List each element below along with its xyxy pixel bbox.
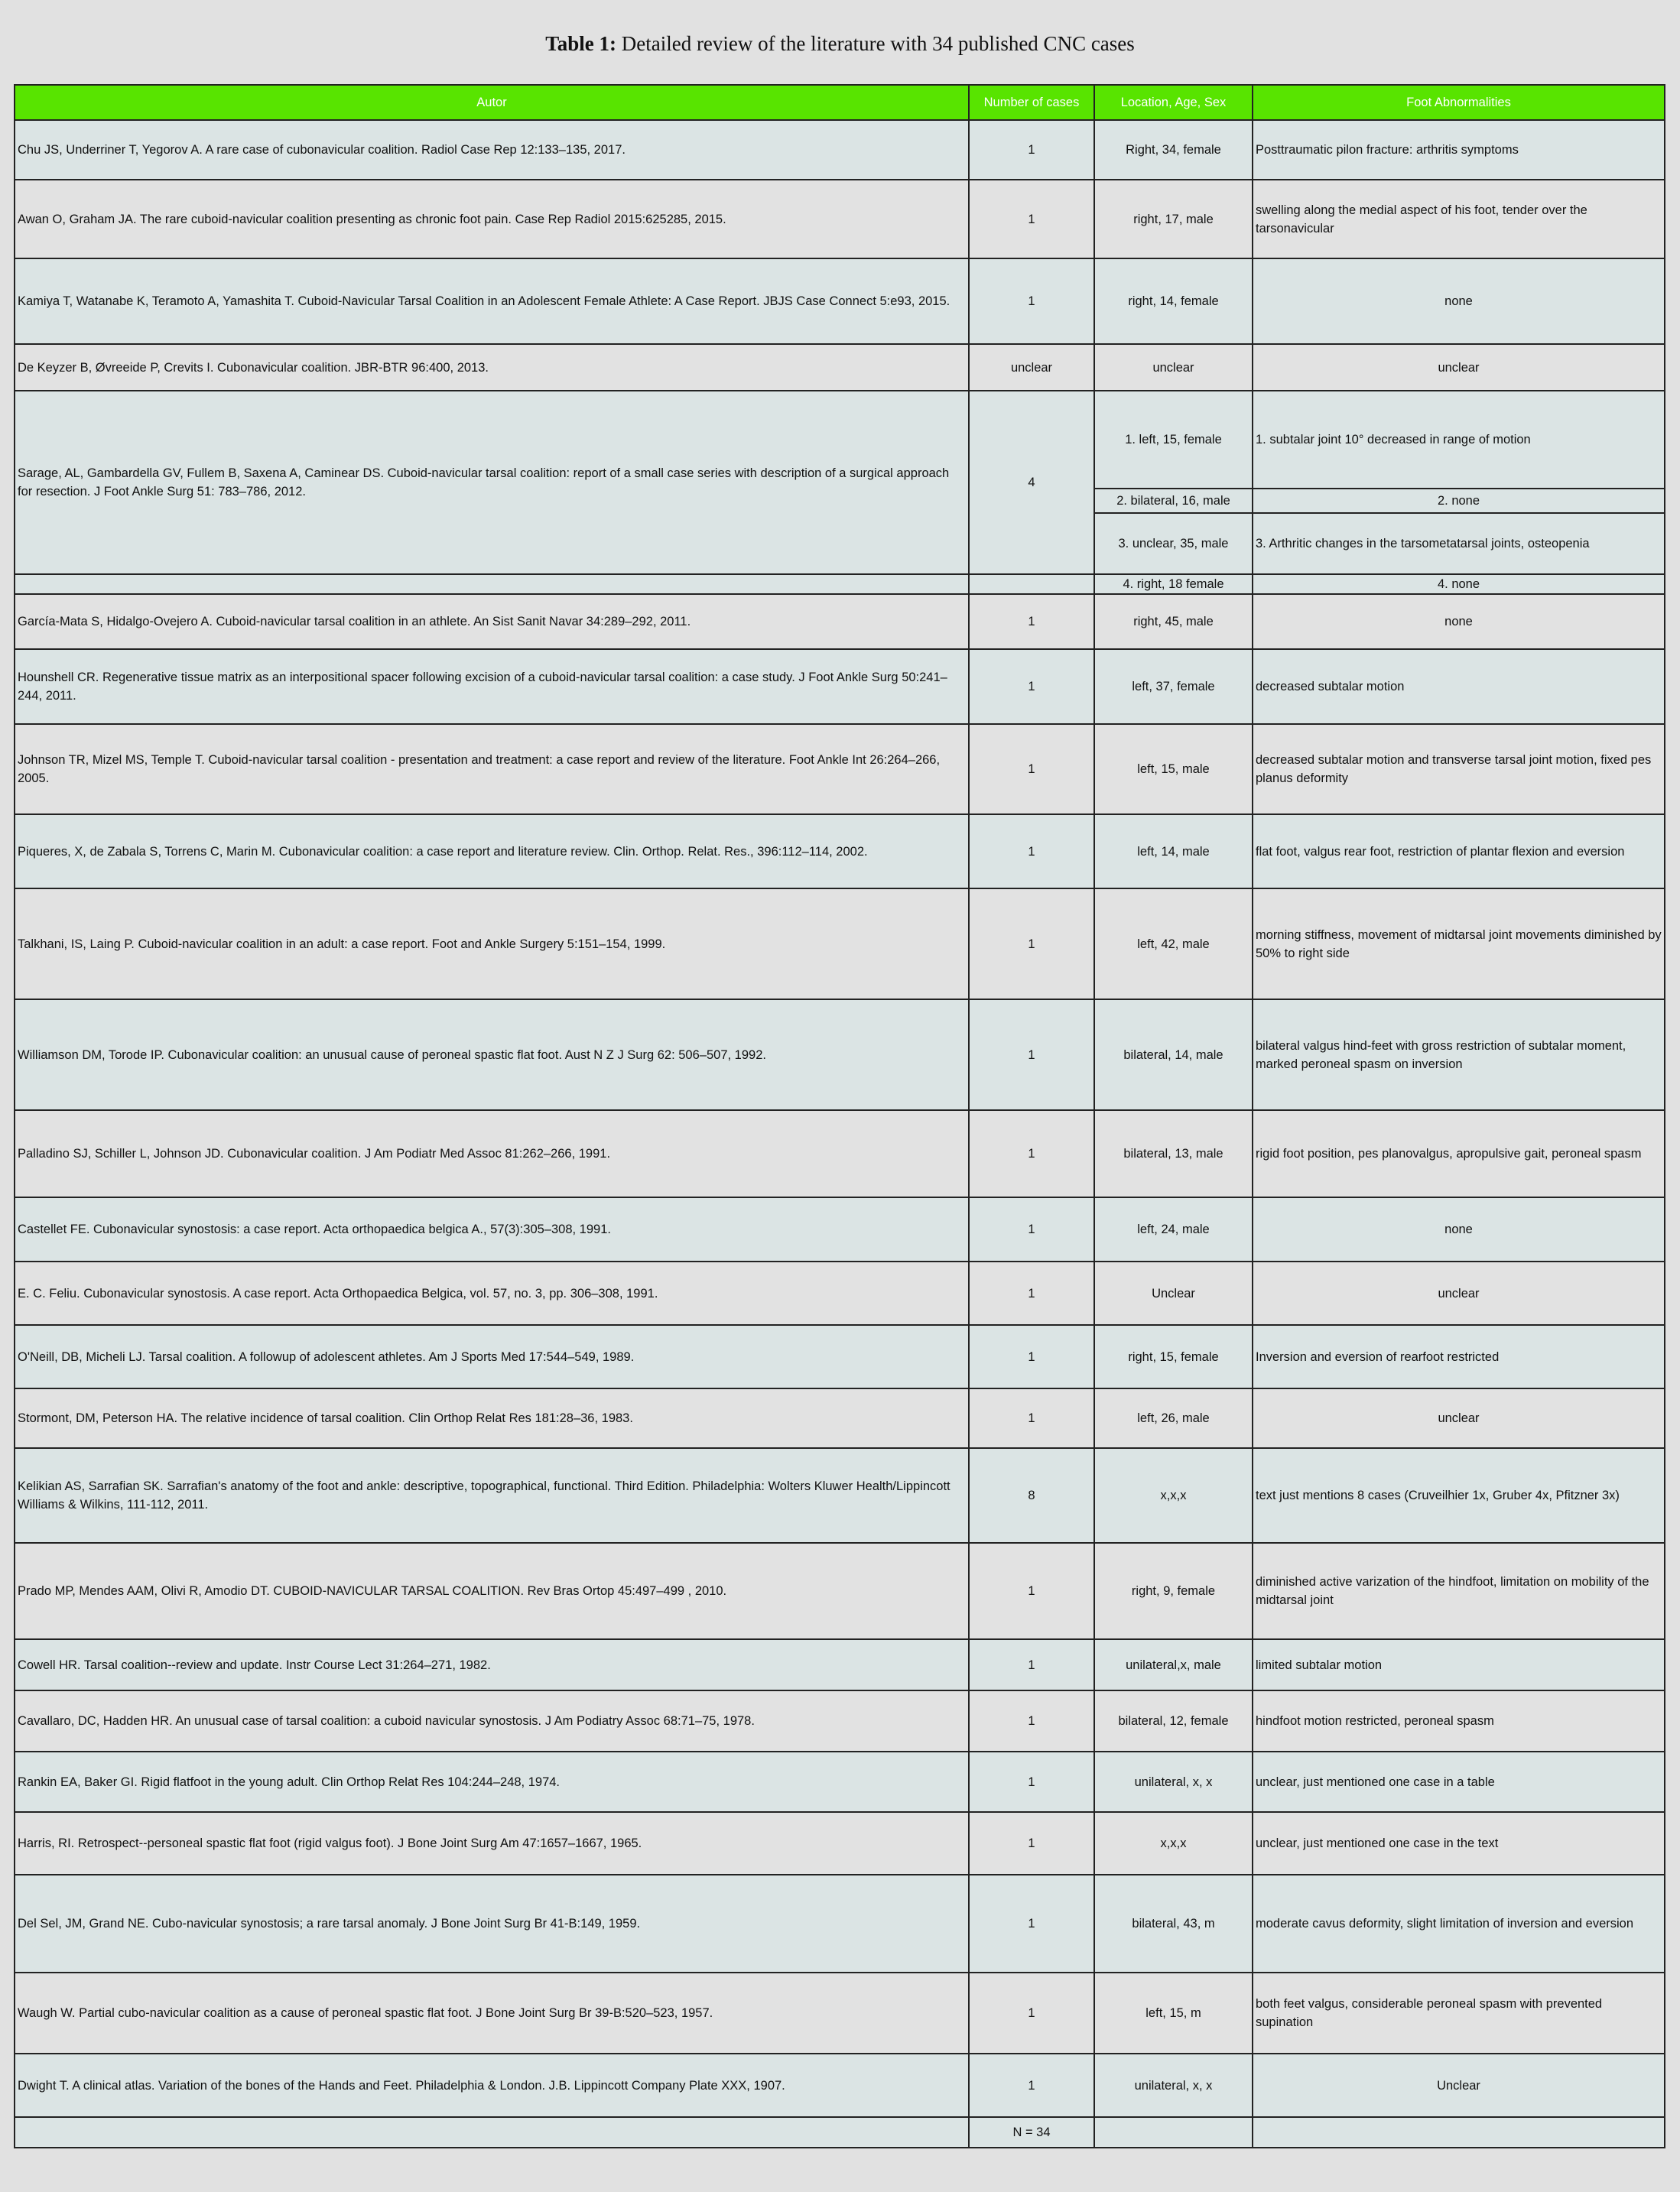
- location-cell: unilateral,x, male: [1094, 1639, 1253, 1690]
- cases-cell: 1: [969, 649, 1094, 724]
- location-cell: bilateral, 12, female: [1094, 1690, 1253, 1752]
- location-cell: left, 14, male: [1094, 814, 1253, 888]
- author-cell: O'Neill, DB, Micheli LJ. Tarsal coalition. A followup of adolescent athletes. Am J Sports Med 17:544–549, 1989.: [15, 1325, 969, 1388]
- author-cell: Rankin EA, Baker GI. Rigid flatfoot in the young adult. Clin Orthop Relat Res 104:244–248, 1974.: [15, 1752, 969, 1812]
- author-cell: Del Sel, JM, Grand NE. Cubo-navicular synostosis; a rare tarsal anomaly. J Bone Joint Surg Br 41-B:149, 1959.: [15, 1875, 969, 1973]
- location-cell: Unclear: [1094, 1262, 1253, 1325]
- location-cell: Right, 34, female: [1094, 120, 1253, 180]
- foot-cell: Unclear: [1253, 2054, 1665, 2117]
- author-cell: [15, 574, 969, 594]
- cases-cell: 1: [969, 180, 1094, 258]
- foot-cell: none: [1253, 258, 1665, 344]
- author-cell: Hounshell CR. Regenerative tissue matrix as an interpositional spacer following excision of a cuboid-navicular tarsal coalition: a case study. J Foot Ankle Surg 50:241–244, 2011.: [15, 649, 969, 724]
- author-cell: Waugh W. Partial cubo-navicular coalition as a cause of peroneal spastic flat foot. J Bone Joint Surg Br 39-B:520–523, 1957.: [15, 1973, 969, 2054]
- table-row: [15, 1262, 1665, 1325]
- foot-cell: none: [1253, 594, 1665, 649]
- foot-cell: rigid foot position, pes planovalgus, apropulsive gait, peroneal spasm: [1253, 1110, 1665, 1197]
- table-row: [15, 1325, 1665, 1388]
- cases-cell: 1: [969, 1262, 1094, 1325]
- foot-cell: both feet valgus, considerable peroneal spasm with prevented supination: [1253, 1973, 1665, 2054]
- cases-cell: 1: [969, 1690, 1094, 1752]
- foot-cell: Posttraumatic pilon fracture: arthritis symptoms: [1253, 120, 1665, 180]
- author-cell: Palladino SJ, Schiller L, Johnson JD. Cubonavicular coalition. J Am Podiatr Med Assoc 81:262–266, 1991.: [15, 1110, 969, 1197]
- total-cell: N = 34: [969, 2117, 1094, 2148]
- cases-cell: 1: [969, 1543, 1094, 1639]
- author-cell: Cavallaro, DC, Hadden HR. An unusual case of tarsal coalition: a cuboid navicular synostosis. J Am Podiatry Assoc 68:71–75, 1978.: [15, 1690, 969, 1752]
- foot-cell: unclear: [1253, 1262, 1665, 1325]
- foot-cell: 3. Arthritic changes in the tarsometatarsal joints, osteopenia: [1253, 513, 1665, 574]
- table-row: [15, 180, 1665, 258]
- location-cell: 1. left, 15, female: [1094, 391, 1253, 489]
- cases-cell: 1: [969, 258, 1094, 344]
- table-row: [15, 2054, 1665, 2117]
- foot-cell: flat foot, valgus rear foot, restriction of plantar flexion and eversion: [1253, 814, 1665, 888]
- author-cell: Johnson TR, Mizel MS, Temple T. Cuboid-navicular tarsal coalition - presentation and treatment: a case report and review of the literature. Foot Ankle Int 26:264–266, 2005.: [15, 724, 969, 814]
- cases-cell: 1: [969, 1812, 1094, 1875]
- foot-cell: Inversion and eversion of rearfoot restricted: [1253, 1325, 1665, 1388]
- caption-text: Detailed review of the literature with 34 published CNC cases: [621, 32, 1135, 55]
- author-cell: Piqueres, X, de Zabala S, Torrens C, Marin M. Cubonavicular coalition: a case report and literature review. Clin. Orthop. Relat. Res., 396:112–114, 2002.: [15, 814, 969, 888]
- author-cell: Dwight T. A clinical atlas. Variation of the bones of the Hands and Feet. Philadelphia & London. J.B. Lippincott Company Plate XXX, 1907.: [15, 2054, 969, 2117]
- author-cell: E. C. Feliu. Cubonavicular synostosis. A case report. Acta Orthopaedica Belgica, vol. 57, no. 3, pp. 306–308, 1991.: [15, 1262, 969, 1325]
- cases-cell: 1: [969, 120, 1094, 180]
- cases-cell: unclear: [969, 344, 1094, 391]
- table-row: [15, 1812, 1665, 1875]
- caption-label: Table 1:: [545, 32, 616, 55]
- header-cases: Number of cases: [969, 85, 1094, 120]
- author-cell: Cowell HR. Tarsal coalition--review and update. Instr Course Lect 31:264–271, 1982.: [15, 1639, 969, 1690]
- table-row: [15, 1388, 1665, 1448]
- table-row: [15, 649, 1665, 724]
- author-cell: García-Mata S, Hidalgo-Ovejero A. Cuboid-navicular tarsal coalition in an athlete. An Sist Sanit Navar 34:289–292, 2011.: [15, 594, 969, 649]
- table-row: [15, 1448, 1665, 1543]
- location-cell: 2. bilateral, 16, male: [1094, 489, 1253, 513]
- table-row: [15, 999, 1665, 1110]
- foot-cell: unclear, just mentioned one case in a table: [1253, 1752, 1665, 1812]
- table-row: [15, 258, 1665, 344]
- foot-cell: text just mentions 8 cases (Cruveilhier 1x, Gruber 4x, Pfitzner 3x): [1253, 1448, 1665, 1543]
- table-row: [15, 724, 1665, 814]
- cases-cell: 8: [969, 1448, 1094, 1543]
- cases-cell: 1: [969, 1197, 1094, 1262]
- foot-cell: bilateral valgus hind-feet with gross restriction of subtalar moment, marked peroneal spasm on inversion: [1253, 999, 1665, 1110]
- location-cell: x,x,x: [1094, 1448, 1253, 1543]
- foot-cell: none: [1253, 1197, 1665, 1262]
- location-cell: 4. right, 18 female: [1094, 574, 1253, 594]
- table-row: [15, 1197, 1665, 1262]
- location-cell: bilateral, 43, m: [1094, 1875, 1253, 1973]
- literature-table: [14, 84, 1665, 2148]
- foot-cell: moderate cavus deformity, slight limitation of inversion and eversion: [1253, 1875, 1665, 1973]
- foot-cell: decreased subtalar motion: [1253, 649, 1665, 724]
- total-row: [15, 2117, 1665, 2148]
- table-row: [15, 574, 1665, 594]
- author-cell: [15, 2117, 969, 2148]
- cases-cell: 1: [969, 594, 1094, 649]
- foot-cell: limited subtalar motion: [1253, 1639, 1665, 1690]
- header-author: Autor: [15, 85, 969, 120]
- cases-cell: 1: [969, 999, 1094, 1110]
- table-row: [15, 1752, 1665, 1812]
- table-row: [15, 1973, 1665, 2054]
- author-cell: Sarage, AL, Gambardella GV, Fullem B, Saxena A, Caminear DS. Cuboid-navicular tarsal coalition: report of a small case series with description of a surgical approach for resection. J Foot Ankle Surg 51: 783–786, 2012.: [15, 391, 969, 574]
- location-cell: x,x,x: [1094, 1812, 1253, 1875]
- author-cell: Kelikian AS, Sarrafian SK. Sarrafian's anatomy of the foot and ankle: descriptive, topographical, functional. Third Edition. Philadelphia: Wolters Kluwer Health/Lippincott Williams & Wilkins, 111-112, 2011.: [15, 1448, 969, 1543]
- cases-cell: 1: [969, 1639, 1094, 1690]
- foot-cell: 4. none: [1253, 574, 1665, 594]
- location-cell: right, 14, female: [1094, 258, 1253, 344]
- cases-cell: 1: [969, 1973, 1094, 2054]
- cases-cell: 1: [969, 724, 1094, 814]
- table-row: [15, 344, 1665, 391]
- location-cell: left, 26, male: [1094, 1388, 1253, 1448]
- cases-cell: 1: [969, 1388, 1094, 1448]
- foot-cell: [1253, 2117, 1665, 2148]
- author-cell: Talkhani, IS, Laing P. Cuboid-navicular coalition in an adult: a case report. Foot and Ankle Surgery 5:151–154, 1999.: [15, 888, 969, 999]
- table-row: [15, 1110, 1665, 1197]
- location-cell: 3. unclear, 35, male: [1094, 513, 1253, 574]
- table-row: [15, 594, 1665, 649]
- cases-cell: 1: [969, 888, 1094, 999]
- location-cell: left, 42, male: [1094, 888, 1253, 999]
- location-cell: right, 17, male: [1094, 180, 1253, 258]
- foot-cell: unclear, just mentioned one case in the text: [1253, 1812, 1665, 1875]
- location-cell: right, 9, female: [1094, 1543, 1253, 1639]
- header-foot: Foot Abnormalities: [1253, 85, 1665, 120]
- table-row: [15, 1543, 1665, 1639]
- author-cell: Awan O, Graham JA. The rare cuboid-navicular coalition presenting as chronic foot pain. Case Rep Radiol 2015:625285, 2015.: [15, 180, 969, 258]
- cases-cell: [969, 574, 1094, 594]
- cases-cell: 1: [969, 1110, 1094, 1197]
- location-cell: unilateral, x, x: [1094, 1752, 1253, 1812]
- location-cell: left, 24, male: [1094, 1197, 1253, 1262]
- foot-cell: swelling along the medial aspect of his foot, tender over the tarsonavicular: [1253, 180, 1665, 258]
- location-cell: left, 15, m: [1094, 1973, 1253, 2054]
- author-cell: Stormont, DM, Peterson HA. The relative incidence of tarsal coalition. Clin Orthop Relat Res 181:28–36, 1983.: [15, 1388, 969, 1448]
- location-cell: [1094, 2117, 1253, 2148]
- foot-cell: decreased subtalar motion and transverse tarsal joint motion, fixed pes planus deformity: [1253, 724, 1665, 814]
- header-location: Location, Age, Sex: [1094, 85, 1253, 120]
- cases-cell: 1: [969, 814, 1094, 888]
- location-cell: unclear: [1094, 344, 1253, 391]
- foot-cell: hindfoot motion restricted, peroneal spasm: [1253, 1690, 1665, 1752]
- table-row: [15, 1875, 1665, 1973]
- foot-cell: 1. subtalar joint 10° decreased in range of motion: [1253, 391, 1665, 489]
- table-row: [15, 120, 1665, 180]
- location-cell: bilateral, 13, male: [1094, 1110, 1253, 1197]
- location-cell: bilateral, 14, male: [1094, 999, 1253, 1110]
- cases-cell: 1: [969, 2054, 1094, 2117]
- cases-cell: 1: [969, 1325, 1094, 1388]
- author-cell: Kamiya T, Watanabe K, Teramoto A, Yamashita T. Cuboid-Navicular Tarsal Coalition in an Adolescent Female Athlete: A Case Report. JBJS Case Connect 5:e93, 2015.: [15, 258, 969, 344]
- foot-cell: diminished active varization of the hindfoot, limitation on mobility of the midtarsal joint: [1253, 1543, 1665, 1639]
- location-cell: left, 37, female: [1094, 649, 1253, 724]
- location-cell: right, 45, male: [1094, 594, 1253, 649]
- table-row: [15, 1639, 1665, 1690]
- foot-cell: 2. none: [1253, 489, 1665, 513]
- location-cell: left, 15, male: [1094, 724, 1253, 814]
- author-cell: Castellet FE. Cubonavicular synostosis: a case report. Acta orthopaedica belgica A., 57(3):305–308, 1991.: [15, 1197, 969, 1262]
- foot-cell: unclear: [1253, 1388, 1665, 1448]
- location-cell: right, 15, female: [1094, 1325, 1253, 1388]
- author-cell: Chu JS, Underriner T, Yegorov A. A rare case of cubonavicular coalition. Radiol Case Rep 12:133–135, 2017.: [15, 120, 969, 180]
- cases-cell: 1: [969, 1875, 1094, 1973]
- author-cell: Prado MP, Mendes AAM, Olivi R, Amodio DT. CUBOID-NAVICULAR TARSAL COALITION. Rev Bras Ortop 45:497–499 , 2010.: [15, 1543, 969, 1639]
- foot-cell: unclear: [1253, 344, 1665, 391]
- foot-cell: morning stiffness, movement of midtarsal joint movements diminished by 50% to right side: [1253, 888, 1665, 999]
- author-cell: Harris, RI. Retrospect--personeal spastic flat foot (rigid valgus foot). J Bone Joint Surg Am 47:1657–1667, 1965.: [15, 1812, 969, 1875]
- table-row: [15, 1690, 1665, 1752]
- header-row: [15, 85, 1665, 120]
- author-cell: Williamson DM, Torode IP. Cubonavicular coalition: an unusual cause of peroneal spastic flat foot. Aust N Z J Surg 62: 506–507, 1992.: [15, 999, 969, 1110]
- table-row: [15, 391, 1665, 489]
- cases-cell: 4: [969, 391, 1094, 574]
- location-cell: unilateral, x, x: [1094, 2054, 1253, 2117]
- table-row: [15, 814, 1665, 888]
- cases-cell: 1: [969, 1752, 1094, 1812]
- author-cell: De Keyzer B, Øvreeide P, Crevits I. Cubonavicular coalition. JBR-BTR 96:400, 2013.: [15, 344, 969, 391]
- table-caption: [0, 32, 1680, 56]
- table-row: [15, 888, 1665, 999]
